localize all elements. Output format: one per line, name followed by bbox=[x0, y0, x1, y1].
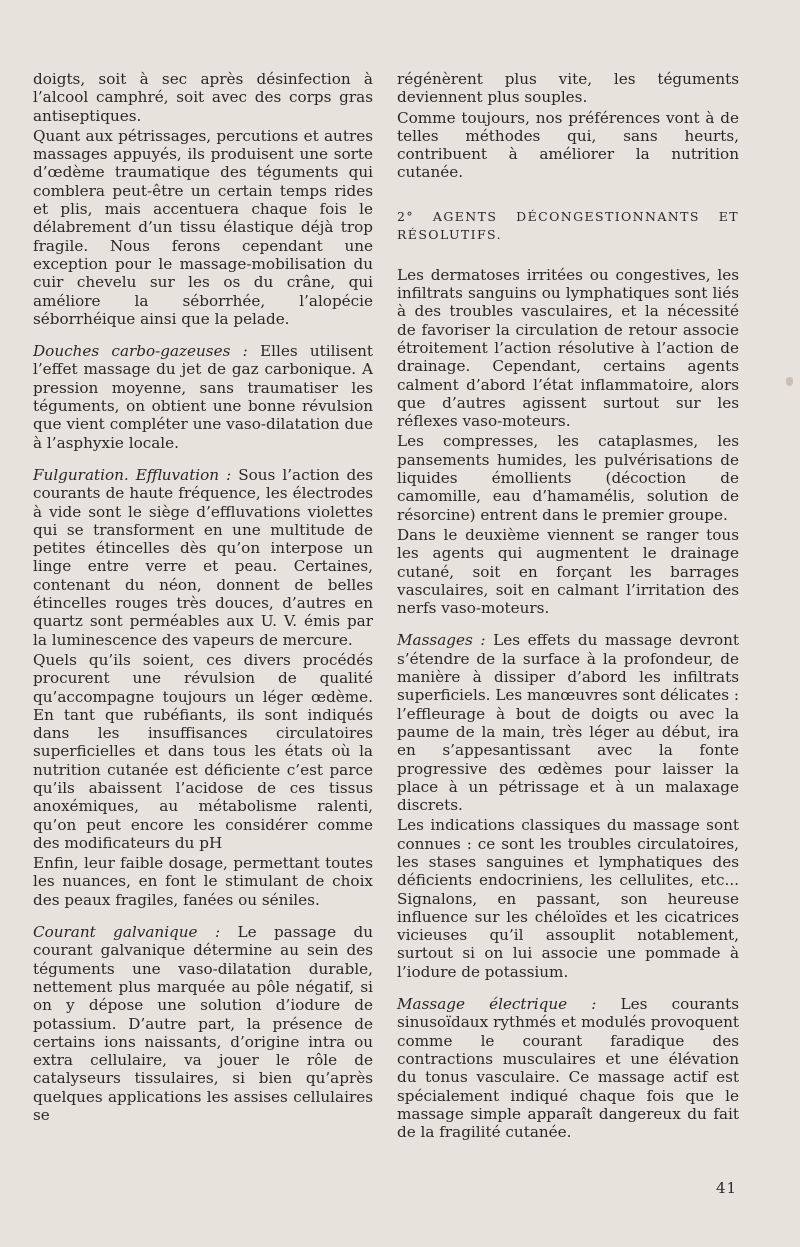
right-column bbox=[397, 70, 739, 1141]
paragraph-indications: Les indications classiques du massage sont connues : ce sont les troubles circulatoires, les stases sanguines et lymphatiques des déficients endocriniens, les cellulites, etc... Signalons, en passant, son heureuse influence sur les chéloïdes et les cicatrices vicieuses qu’il assouplit notablement, surtout si on lui associe une pommade à l’iodure de potassium. bbox=[397, 816, 739, 981]
paper-speck bbox=[786, 377, 793, 386]
fulguration-lead: Fulguration. Effluvation : bbox=[33, 465, 232, 484]
paragraph-continuation: doigts, soit à sec après désinfection à l’alcool camphré, soit avec des corps gras antiseptiques. bbox=[33, 70, 373, 125]
paragraph-dermatoses: Les dermatoses irritées ou congestives, les infiltrats sanguins ou lymphatiques sont liés à des troubles vasculaires, et la nécessité de favoriser la circulation de retour associe étroitement l’action résolutive à l’action de drainage. Cependant, certains agents calment d’abord l’état inflammatoire, alors que d’autres agissent surtout sur les réflexes vaso-moteurs. bbox=[397, 265, 739, 431]
carbo-gas-showers-lead: Douches carbo-gazeuses : bbox=[33, 342, 248, 361]
paragraph-carbo-gas-showers bbox=[33, 342, 373, 452]
left-column bbox=[33, 70, 373, 1124]
electric-massage-lead: Massage électrique : bbox=[397, 995, 597, 1014]
paragraph-galvanic-current bbox=[33, 923, 373, 1124]
galvanic-current-lead: Courant galvanique : bbox=[33, 923, 221, 942]
paragraph-regeneration: régénèrent plus vite, les téguments deviennent plus souples. bbox=[397, 70, 739, 107]
fulguration-text: Sous l’action des courants de haute fréquence, les électrodes à vide sont le siège d’effluvations violettes qui se transforment en une multitude de petites étincelles dès qu’on interpose un linge entre verre et peau. Certaines, contenant du néon, donnent de belles étincelles rouges très douces, d’autres en quartz sont perméables aux U. V. émis par la luminescence des vapeurs de mercure. bbox=[33, 465, 374, 649]
galvanic-current-text: Le passage du courant galvanique détermine au sein des téguments une vaso-dilatation durable, nettement plus marquée au pôle négatif, si on y dépose une solution d’iodure de potassium. D’autre part, la présence de certains ions naissants, d’origine intra ou extra cellulaire, va jouer le rôle de catalyseurs tissulaires, si bien qu’après quelques applications les assises cellulaires se bbox=[33, 923, 373, 1125]
electric-massage-text: Les courants sinusoïdaux rythmés et modulés provoquent comme le courant faradique des contractions musculaires et une élévation du tonus vasculaire. Ce massage actif est spécialement indiqué chaque fois que le massage simple apparaît dangereux du fait de la fragilité cutanée. bbox=[397, 995, 739, 1142]
paragraph-electric-massage bbox=[397, 995, 739, 1141]
paragraph-compresses: Les compresses, les cataplasmes, les pansements humides, les pulvérisations de liquides émollients (décoction de camomille, eau d’hamamélis, solution de résorcine) entrent dans le premier groupe. bbox=[397, 432, 739, 524]
paragraph-second-group: Dans le deuxième viennent se ranger tous les agents qui augmentent le drainage cutané, soit en forçant les barrages vasculaires, soit en calmant l’irritation des nerfs vaso-moteurs. bbox=[397, 525, 739, 618]
paragraph-dosage: Enfin, leur faible dosage, permettant toutes les nuances, en font le stimulant de choix des peaux fragiles, fanées ou séniles. bbox=[33, 854, 373, 909]
section-heading: 2° AGENTS DÉCONGESTIONNANTS ET RÉSOLUTIFS. bbox=[397, 208, 739, 242]
massages-text: Les effets du massage devront s’étendre de la surface à la profondeur, de manière à dissiper d’abord les infiltrats superficiels. Les manœuvres sont délicates : l’effleurage à bout de doigts ou avec la paume de la main, très léger au début, ira en s’appesantissant avec la fonte progressive des œdèmes pour laisser la place à un pétrissage et à un malaxage discrets. bbox=[397, 631, 740, 815]
carbo-gas-showers-text: Elles utilisent l’effet massage du jet de gaz carbonique. A pression moyenne, sans traumatiser les téguments, on obtient une bonne révulsion que vient compléter une vaso-dilatation due à l’asphyxie locale. bbox=[33, 342, 373, 452]
paragraph-massages bbox=[397, 631, 739, 814]
massages-lead: Massages : bbox=[397, 631, 486, 650]
paragraph-kneading: Quant aux pétrissages, percutions et autres massages appuyés, ils produisent une sorte d’œdème traumatique des téguments qui comblera peut-être un certain temps rides et plis, mais accentuera chaque fois le délabrement d’un tissu élastique déjà trop fragile. Nous ferons cependant une exception pour le massage-mobilisation du cuir chevelu sur les os du crâne, qui améliore la séborrhée, l’alopécie séborrhéique ainsi que la pelade. bbox=[33, 126, 373, 328]
page-number: 41 bbox=[716, 1179, 738, 1197]
paragraph-preferences: Comme toujours, nos préférences vont à de telles méthodes qui, sans heurts, contribuent à améliorer la nutrition cutanée. bbox=[397, 108, 739, 182]
paragraph-revulsion: Quels qu’ils soient, ces divers procédés procurent une révulsion de qualité qu’accompagne toujours un léger œdème. En tant que rubéfiants, ils sont indiqués dans les insuffisances circulatoires superficielles et dans tous les états où la nutrition cutanée est déficiente c’est parce qu’ils abaissent l’acidose de ces tissus anoxémiques, au métabolisme ralenti, qu’on peut encore les considérer comme des modificateurs du pH bbox=[33, 650, 373, 852]
paragraph-fulguration bbox=[33, 466, 373, 649]
